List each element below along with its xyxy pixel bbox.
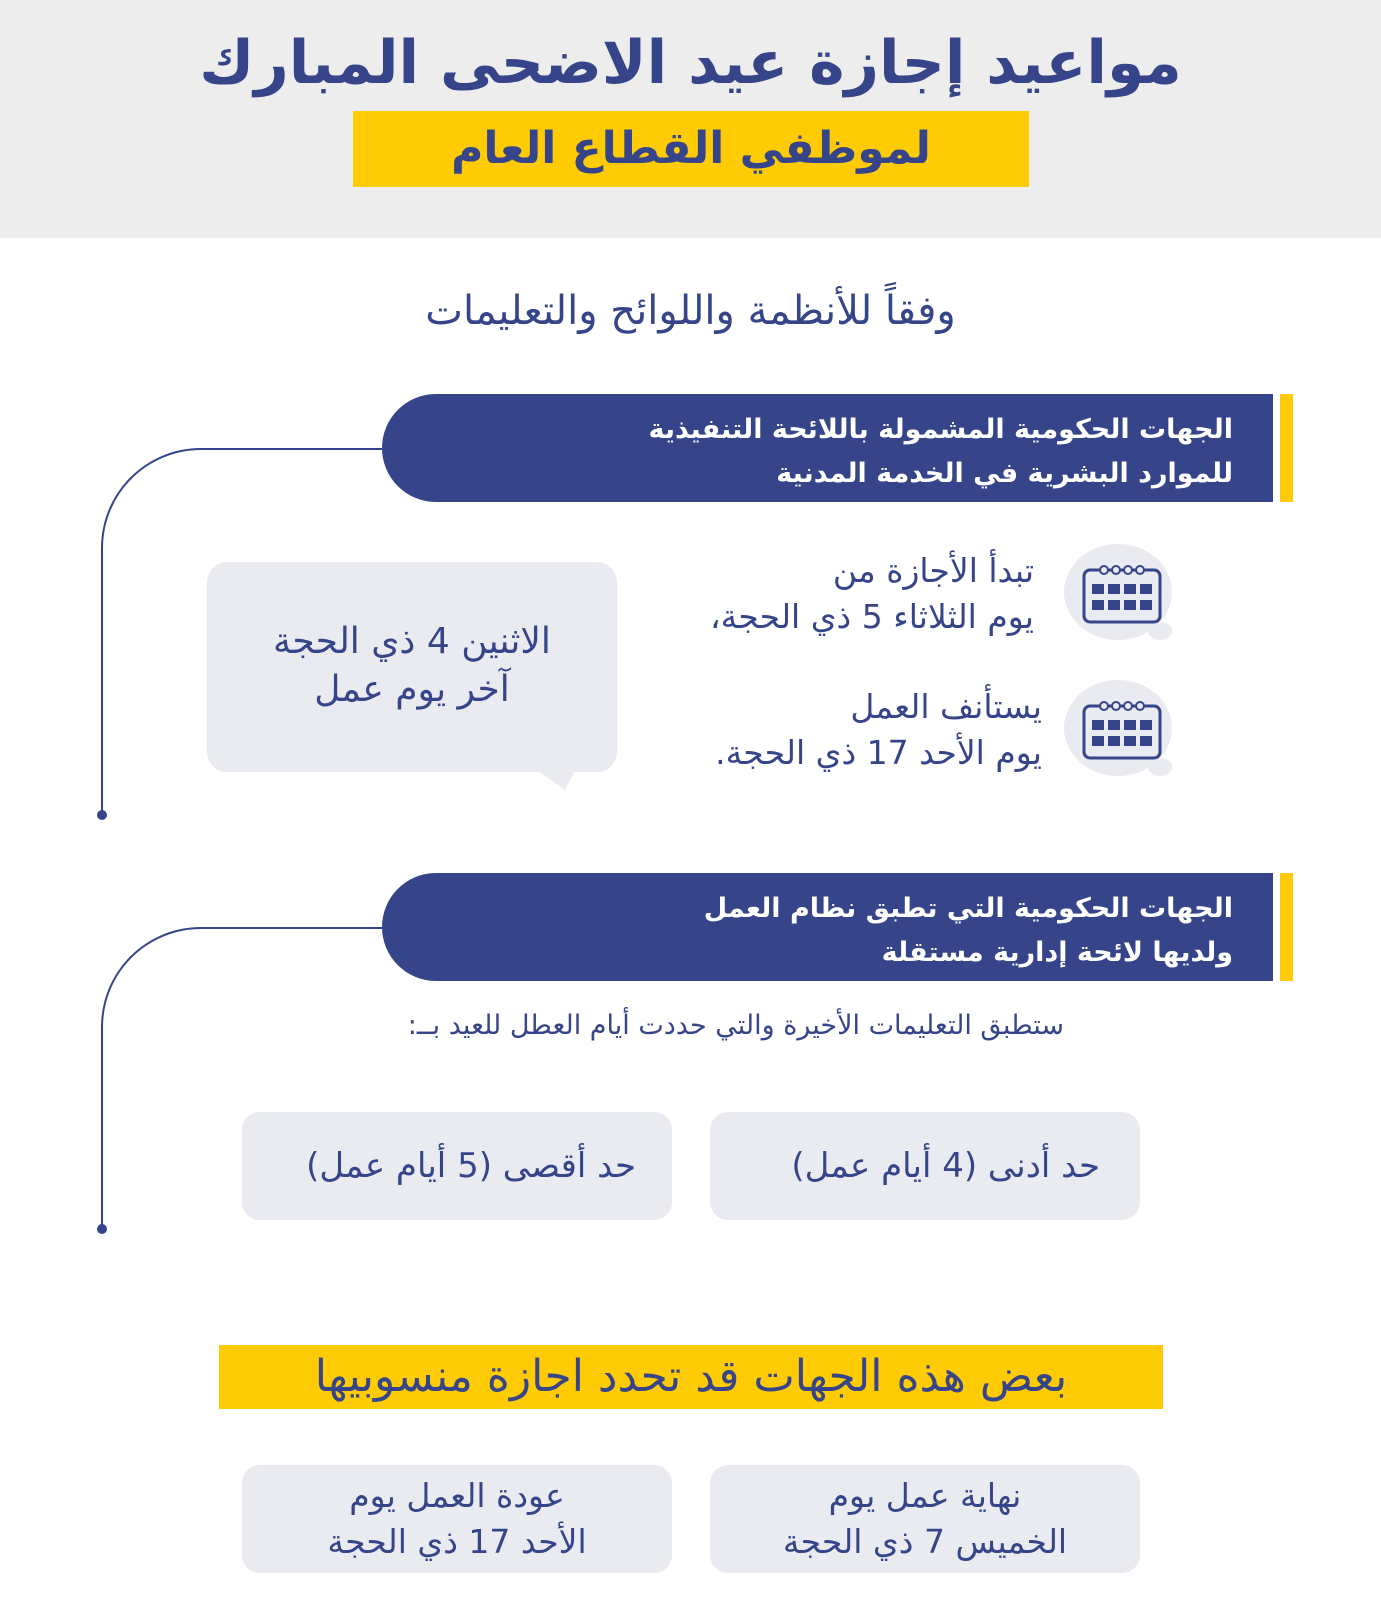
section1-heading xyxy=(382,394,1273,502)
section2-heading-line1: الجهات الحكومية التي تطبق نظام العمل xyxy=(703,893,1233,924)
vacation-start-line2: يوم الثلاثاء 5 ذي الحجة، xyxy=(710,597,1034,636)
work-return-line1: عودة العمل يوم xyxy=(349,1476,565,1515)
last-workday-line1: الاثنين 4 ذي الحجة xyxy=(273,621,551,662)
work-return-card xyxy=(242,1465,672,1573)
last-workday-bubble xyxy=(207,562,617,772)
last-workday-line2: آخر يوم عمل xyxy=(314,669,510,710)
vacation-start-item xyxy=(640,548,1034,640)
instructions-note: ستطبق التعليمات الأخيرة والتي حددت أيام العطل للعيد بــ: xyxy=(407,1010,1064,1041)
work-return-line2: الأحد 17 ذي الحجة xyxy=(327,1522,587,1561)
section2-connector-dot xyxy=(97,1224,107,1234)
work-end-line1: نهاية عمل يوم xyxy=(828,1476,1022,1515)
vacation-start-line1: تبدأ الأجازة من xyxy=(832,551,1034,590)
lead-text: وفقاً للأنظمة واللوائح والتعليمات xyxy=(425,288,956,334)
work-end-card xyxy=(710,1465,1140,1573)
section1-heading-line1: الجهات الحكومية المشمولة باللائحة التنفيذية xyxy=(648,414,1233,445)
page-title: مواعيد إجازة عيد الاضحى المبارك xyxy=(199,28,1182,98)
section2-heading xyxy=(382,873,1273,981)
work-resume-line1: يستأنف العمل xyxy=(850,687,1042,726)
calendar-icon xyxy=(1064,680,1172,776)
bottom-banner: بعض هذه الجهات قد تحدد اجازة منسوبيها xyxy=(219,1345,1163,1409)
section1-heading-line2: للموارد البشرية في الخدمة المدنية xyxy=(776,458,1233,489)
header-panel xyxy=(0,0,1381,238)
max-days-pill: حد أقصى (5 أيام عمل) xyxy=(242,1112,672,1220)
work-resume-item xyxy=(640,684,1042,776)
section1-connector-dot xyxy=(97,810,107,820)
min-days-pill: حد أدنى (4 أيام عمل) xyxy=(710,1112,1140,1220)
work-end-line2: الخميس 7 ذي الحجة xyxy=(782,1522,1068,1561)
work-resume-line2: يوم الأحد 17 ذي الحجة. xyxy=(715,733,1042,772)
section2-heading-line2: ولديها لائحة إدارية مستقلة xyxy=(881,937,1233,968)
subtitle-banner: لموظفي القطاع العام xyxy=(353,111,1029,187)
calendar-icon xyxy=(1064,544,1172,640)
